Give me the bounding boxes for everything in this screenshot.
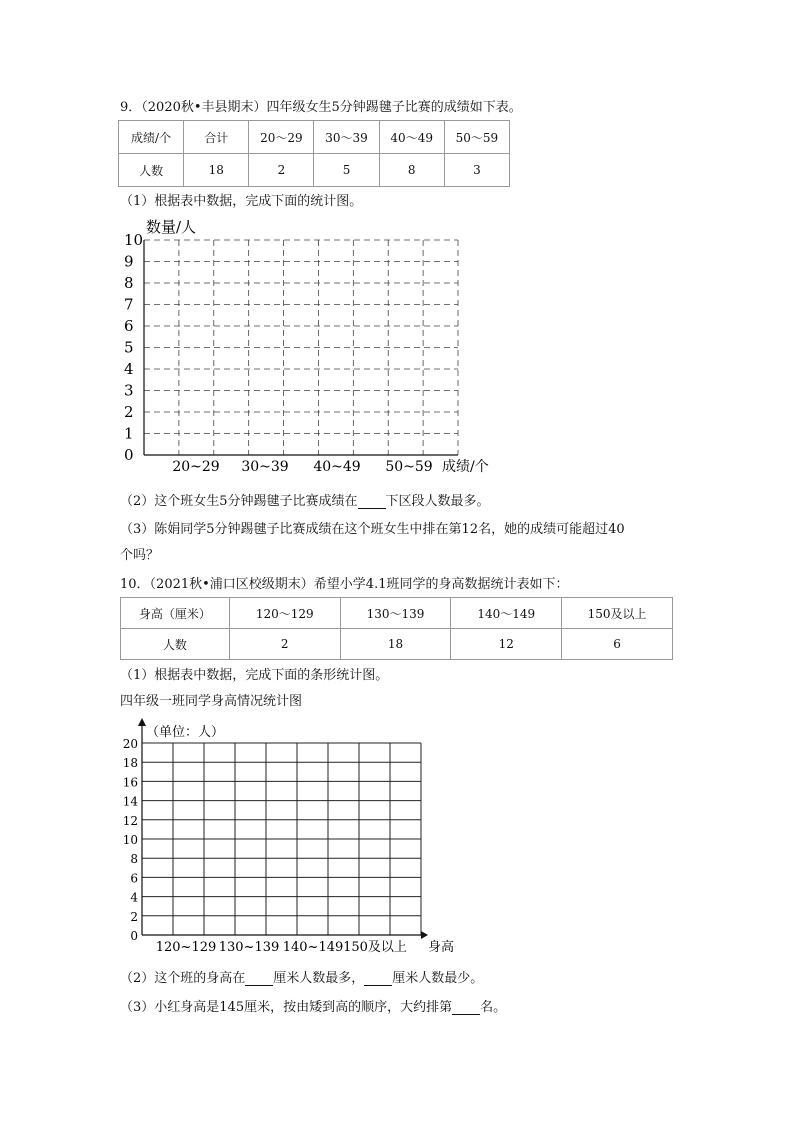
q10-chart-xlabel: 身高 xyxy=(428,940,455,955)
q9-ytick-label: 0 xyxy=(124,446,134,464)
q10-part2-c: 厘米人数最少。 xyxy=(392,971,484,986)
q9-ytick-label: 1 xyxy=(124,424,134,443)
q10-header-150-plus: 150及以上 xyxy=(562,598,673,629)
q9-cell-50-59: 3 xyxy=(444,154,509,187)
q10-part1: （1）根据表中数据，完成下面的条形统计图。 xyxy=(120,668,389,683)
q10-ytick-label: 16 xyxy=(122,775,138,790)
q10-header-height: 身高（厘米） xyxy=(121,598,230,629)
q10-part2-b: 厘米人数最多， xyxy=(273,971,365,986)
q10-cell-140-149: 12 xyxy=(451,629,562,660)
q10-part2-blank1[interactable] xyxy=(245,973,273,986)
q10-cell-130-139: 18 xyxy=(340,629,451,660)
q10-part3-before: （3）小红身高是145厘米，按由矮到高的顺序，大约排第 xyxy=(120,1000,453,1015)
q10-ytick-label: 10 xyxy=(122,833,138,847)
q9-ytick-label: 9 xyxy=(124,252,134,271)
q10-header-120-129: 120～129 xyxy=(229,598,340,629)
q10-ytick-label: 6 xyxy=(130,871,138,886)
q10-ytick-label: 2 xyxy=(130,909,138,924)
q10-xtick-label: 120~129 xyxy=(155,940,217,955)
q10-row-label: 人数 xyxy=(121,629,230,660)
q9-xtick-label: 50~59 xyxy=(385,459,433,475)
q9-cell-40-49: 8 xyxy=(379,154,444,187)
q9-xtick-label: 30~39 xyxy=(241,459,289,475)
q9-part3-line1: （3）陈娟同学5分钟踢毽子比赛成绩在这个班女生中排在第12名，她的成绩可能超过40 xyxy=(120,522,625,537)
q9-header-total: 合计 xyxy=(184,121,249,154)
q9-ytick-label: 7 xyxy=(124,295,134,314)
q9-part2-before: （2）这个班女生5分钟踢毽子比赛成绩在 xyxy=(120,494,358,509)
q10-x-axis-arrow xyxy=(421,931,428,939)
q9-ytick-label: 10 xyxy=(124,231,144,249)
q10-chart-ylabel: （单位：人） xyxy=(146,725,225,740)
q9-title: 9．（2020秋•丰县期末）四年级女生5分钟踢毽子比赛的成绩如下表。 xyxy=(120,100,522,115)
q10-part2-a: （2）这个班的身高在 xyxy=(120,971,246,986)
q10-xtick-label: 130~139 xyxy=(218,940,280,955)
q9-chart-xlabel: 成绩/个 xyxy=(442,459,489,475)
q9-ytick-label: 2 xyxy=(124,403,134,421)
q10-part3-blank[interactable] xyxy=(452,1002,480,1015)
q9-ytick-label: 5 xyxy=(124,338,134,357)
q10-part2 xyxy=(120,967,483,986)
q10-header-130-139: 130～139 xyxy=(340,598,451,629)
q10-cell-150-plus: 6 xyxy=(562,629,673,660)
q10-ytick-label: 20 xyxy=(122,737,138,751)
q10-part3-after: 名。 xyxy=(480,1000,507,1015)
q9-ytick-label: 4 xyxy=(124,360,134,378)
q9-header-30-39: 30～39 xyxy=(314,121,379,154)
q10-cell-120-129: 2 xyxy=(229,629,340,660)
q9-header-score: 成绩/个 xyxy=(119,121,184,154)
q9-header-20-29: 20～29 xyxy=(249,121,314,154)
q9-ytick-label: 3 xyxy=(124,381,134,400)
q9-chart-ylabel: 数量/人 xyxy=(146,218,197,236)
q9-xtick-label: 20~29 xyxy=(172,459,220,475)
q10-ytick-label: 12 xyxy=(122,813,138,828)
q10-part3 xyxy=(120,996,506,1015)
q9-cell-total: 18 xyxy=(184,154,249,187)
q10-chart-title: 四年级一班同学身高情况统计图 xyxy=(120,694,303,709)
q9-header-40-49: 40～49 xyxy=(379,121,444,154)
q10-ytick-label: 0 xyxy=(130,929,138,943)
q9-part1: （1）根据表中数据，完成下面的统计图。 xyxy=(120,194,363,209)
q9-ytick-label: 6 xyxy=(124,317,134,335)
q10-ytick-label: 4 xyxy=(130,890,138,905)
q9-part2-after: 下区段人数最多。 xyxy=(385,494,490,509)
q9-ytick-label: 8 xyxy=(124,274,134,292)
q10-y-axis-arrow xyxy=(138,718,146,726)
q9-xtick-label: 40~49 xyxy=(313,459,361,475)
q10-xtick-label: 140~149 xyxy=(282,940,344,955)
q9-part3-line2: 个吗？ xyxy=(120,548,160,563)
q10-part2-blank2[interactable] xyxy=(364,973,392,986)
q10-title: 10．（2021秋•浦口区校级期末）希望小学4.1班同学的身高数据统计表如下： xyxy=(120,577,569,592)
q10-xtick-label: 150及以上 xyxy=(343,940,407,955)
q9-cell-30-39: 5 xyxy=(314,154,379,187)
q9-header-50-59: 50～59 xyxy=(444,121,509,154)
q9-cell-20-29: 2 xyxy=(249,154,314,187)
q10-header-140-149: 140～149 xyxy=(451,598,562,629)
q10-ytick-label: 18 xyxy=(122,756,138,771)
q10-ytick-label: 8 xyxy=(130,852,138,867)
q9-row-label: 人数 xyxy=(119,154,184,187)
q10-ytick-label: 14 xyxy=(122,794,138,809)
